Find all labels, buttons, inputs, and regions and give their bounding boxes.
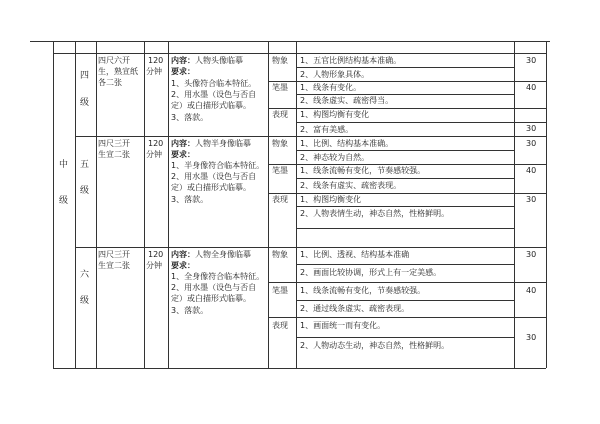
col-border: [296, 41, 297, 368]
criterion-name: 物象: [272, 56, 288, 65]
content-line: [171, 250, 251, 260]
requirement-line: 2、用水墨（设色与否自: [171, 283, 257, 292]
table-bottom-border: [53, 368, 546, 369]
time-value: 120: [148, 56, 164, 65]
level-divider: [75, 247, 546, 248]
require-label: 要求：: [171, 261, 195, 270]
criterion-name: 笔墨: [272, 83, 288, 92]
criterion-item: 1、构图均衡有变化: [300, 110, 370, 119]
criteria-divider: [268, 317, 546, 318]
category-label-bottom: 级: [59, 196, 69, 206]
requirement-line: 定）或白描形式临摹。: [171, 101, 251, 110]
content-line: [171, 56, 243, 66]
materials-line: 各二张: [98, 78, 122, 87]
col-border: [514, 41, 515, 368]
criterion-name: 物象: [272, 250, 288, 259]
item-divider: [296, 264, 514, 265]
col-border: [546, 41, 547, 368]
criterion-item: 1、画面统一而有变化。: [300, 321, 386, 330]
criterion-item: 2、富有美感。: [300, 125, 354, 134]
item-divider: [296, 228, 514, 229]
requirement-line: 3、落款。: [171, 306, 209, 315]
requirement-line: 1、头像符合临本特征。: [171, 79, 257, 88]
item-divider: [296, 122, 546, 123]
level-label-top: 五: [80, 160, 90, 170]
requirement-line: 3、落款。: [171, 113, 209, 122]
criterion-name: 笔墨: [272, 166, 288, 175]
criterion-name: 物象: [272, 139, 288, 148]
time-unit: 分钟: [146, 150, 162, 159]
requirement-line: 2、用水墨（设色与否自: [171, 172, 257, 181]
criterion-item: 2、线条有虚实、疏密表现。: [300, 181, 402, 190]
criterion-item: 1、线条有变化。: [300, 83, 362, 92]
requirement-line: 定）或白描形式临摹。: [171, 183, 251, 192]
criterion-item: 2、画面比较协调，形式上有一定美感。: [300, 268, 442, 277]
criterion-score: 30: [526, 250, 537, 259]
criteria-divider: [268, 193, 546, 194]
criterion-score: 40: [526, 83, 537, 92]
requirement-line: 1、全身像符合临本特征。: [171, 272, 265, 281]
criterion-item: 2、人物表情生动，神态自然，性格鲜明。: [300, 209, 450, 218]
criterion-score: 40: [526, 286, 537, 295]
criterion-item: 1、比例、结构基本准确。: [300, 139, 394, 148]
time-unit: 分钟: [146, 67, 162, 76]
content-label: 内容：: [171, 56, 195, 65]
criterion-item: 2、人物形象具体。: [300, 70, 370, 79]
criterion-score: 30: [526, 333, 537, 342]
criterion-item: 1、比例、透视、结构基本准确: [300, 250, 410, 259]
time-unit: 分钟: [146, 261, 162, 270]
criterion-item: 1、五官比例结构基本准确。: [300, 56, 402, 65]
level-divider: [75, 136, 546, 137]
criterion-item: 2、神态较为自然。: [300, 153, 370, 162]
criterion-item: 1、构图均衡变化: [300, 195, 362, 204]
col-border: [168, 41, 169, 368]
criterion-item: 1、线条流畅有变化，节奏感较强。: [300, 286, 426, 295]
require-label: 要求：: [171, 150, 195, 159]
item-divider: [296, 300, 514, 301]
criterion-item: 1、线条流畅有变化，节奏感较强。: [300, 166, 426, 175]
col-border: [144, 41, 145, 368]
criteria-divider: [268, 81, 546, 82]
category-label-top: 中: [59, 160, 69, 170]
level-label-bottom: 级: [80, 296, 90, 306]
col-border: [53, 41, 54, 368]
criterion-item: 2、线条虚实、疏密得当。: [300, 96, 394, 105]
criterion-score: 30: [526, 139, 537, 148]
item-divider: [296, 178, 514, 179]
materials-line: 四尺六开: [98, 56, 130, 65]
materials-line: 生，熟宣纸: [98, 67, 138, 76]
materials-line: 生宣二张: [98, 261, 130, 270]
requirement-line: 1、半身像符合临本特征。: [171, 161, 265, 170]
criterion-score: 30: [526, 195, 537, 204]
criteria-divider: [268, 164, 546, 165]
content-text: 人物全身像临摹: [195, 250, 251, 259]
criterion-name: 笔墨: [272, 286, 288, 295]
level-label-top: 六: [80, 270, 90, 280]
requirement-line: 3、落款。: [171, 195, 209, 204]
materials-line: 四尺三开: [98, 250, 130, 259]
item-divider: [296, 94, 514, 95]
item-divider: [296, 337, 514, 338]
content-text: 人物半身像临摹: [195, 139, 251, 148]
criterion-score: 30: [526, 124, 537, 133]
requirement-line: 定）或白描形式临摹。: [171, 294, 251, 303]
criterion-item: 2、通过线条虚实、疏密表现。: [300, 304, 410, 313]
col-border: [75, 41, 76, 368]
criterion-score: 30: [526, 56, 537, 65]
criterion-score: 40: [526, 166, 537, 175]
item-divider: [296, 150, 514, 151]
materials-line: 四尺三开: [98, 139, 130, 148]
level-label-bottom: 级: [80, 98, 90, 108]
item-divider: [296, 206, 514, 207]
time-value: 120: [148, 250, 164, 259]
row-divider: [53, 53, 546, 54]
criterion-name: 表现: [272, 195, 288, 204]
criteria-divider: [268, 282, 546, 283]
materials-line: 生宣二张: [98, 150, 130, 159]
col-border: [96, 41, 97, 368]
item-divider: [296, 67, 514, 68]
level-label-top: 四: [80, 71, 90, 81]
criterion-name: 表现: [272, 321, 288, 330]
content-label: 内容：: [171, 250, 195, 259]
content-line: [171, 139, 251, 149]
col-border: [268, 41, 269, 368]
content-label: 内容：: [171, 139, 195, 148]
level-label-bottom: 级: [80, 186, 90, 196]
criterion-item: 2、人物动态生动，神态自然，性格鲜明。: [300, 341, 450, 350]
requirement-line: 2、用水墨（设色与否自: [171, 90, 257, 99]
table-top-border: [30, 41, 550, 42]
content-text: 人物头像临摹: [195, 56, 243, 65]
criteria-divider: [268, 108, 546, 109]
require-label: 要求：: [171, 67, 195, 76]
time-value: 120: [148, 139, 164, 148]
criterion-name: 表现: [272, 110, 288, 119]
